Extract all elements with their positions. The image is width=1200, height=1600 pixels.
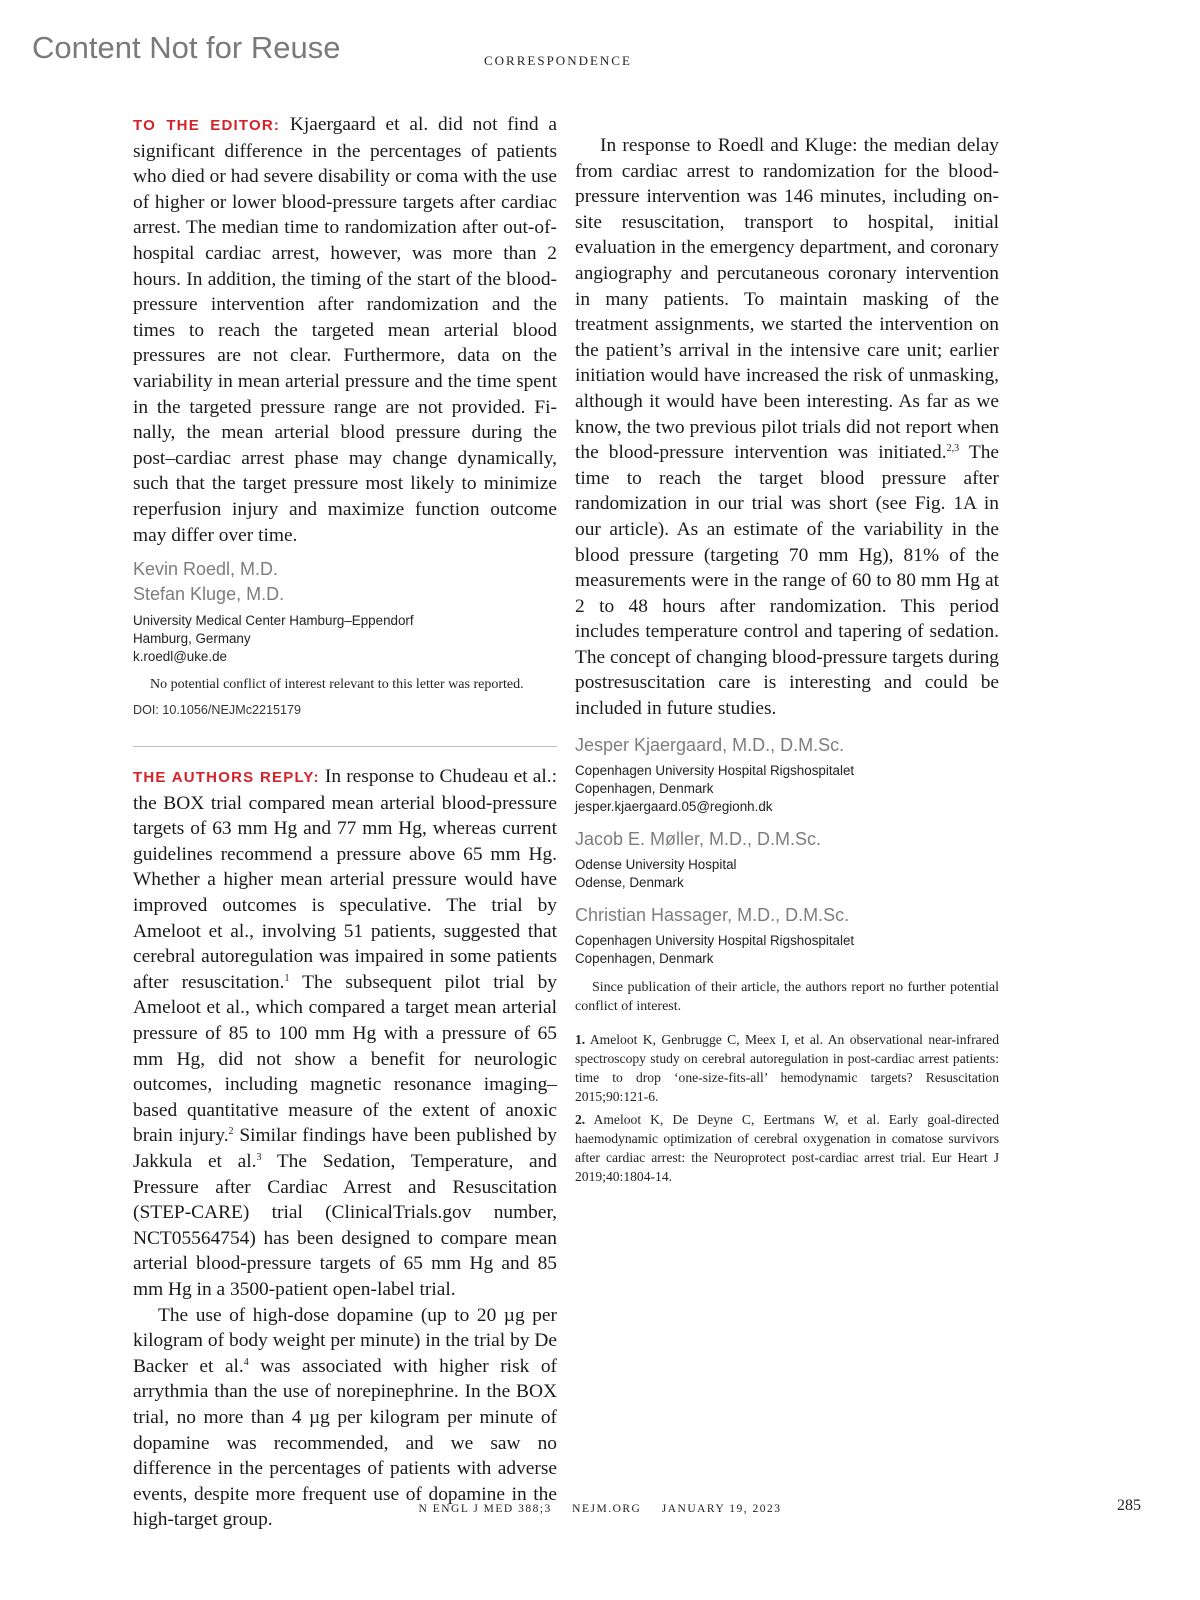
journal-site: NEJM.ORG [572,1503,642,1515]
letter-lead: TO THE EDITOR: [133,117,281,134]
reply-paragraph [133,764,557,1302]
citation: 4 [243,1356,249,1368]
affiliation-line: Odense University Hospital [575,856,737,872]
author-name: Kevin Roedl, M.D. [133,559,279,580]
reference-list [575,1030,999,1186]
reply-author-block [575,903,999,968]
section-label: CORRESPONDENCE [484,53,632,68]
reply-text: In response to Chudeau et al.: the BOX trial compared mean arterial blood-pressure targets of 63 mm Hg and 77 mm Hg, whereas current guidelines recommend a pressure above 65 mm Hg. Whether a higher mean arterial pressure would have improved outcomes is speculative. The trial by Ameloot et al., involving 51 patients, suggested that cerebral autoregulation was impaired in some patients after resuscitation. [133,766,557,993]
journal-citation: N ENGL J MED 388;3 [418,1503,552,1515]
reply-author-block [575,733,999,816]
reference-text: Ameloot K, Genbrugge C, Meex I, et al. An observational near-infrared spectroscopy study on cerebral autoregulation in post-cardiac arrest patients: time to drop ‘one-size-fits-all’ hemodynamic targets? Resuscitation 2015;90:121-6. [575,1031,999,1104]
citation: 2,3 [946,443,960,455]
author-name: Christian Hassager, M.D., D.M.Sc. [575,904,850,925]
reference-item [575,1030,999,1106]
author-affiliation [575,856,999,892]
citation: 2 [228,1126,234,1138]
left-column [133,112,557,1533]
section-divider [133,746,557,747]
letter-affiliation [133,612,557,666]
reply-text: was associated with higher risk of arrythmia than the use of norepinephrine. In the BOX trial, no more than 4 µg per kilogram per minute of dopamine was recommended, and we saw no difference in the percentages of patients with adverse events, despite more frequent use of dopamine in the high-target group. [133,1355,557,1531]
affiliation-line: Copenhagen University Hospital Rigshospitalet [575,932,855,948]
affiliation-line: Copenhagen, Denmark [575,780,714,796]
reply-disclosure: Since publication of their article, the authors report no further potential conflict of interest. [575,979,999,1014]
citation: 3 [256,1152,262,1163]
reply-lead: THE AUTHORS REPLY: [133,769,320,787]
author-email: k.roedl@uke.de [133,649,227,665]
letter-text: Kjaergaard et al. did not find a significant difference in the percentages of patients who died or had severe disability or coma with the use of higher or lower blood-pressure targets after cardiac arrest. The median time to randomization after out-of-hospital cardiac arrest, however, was more than 2 hours. In addition, the timing of the start of the blood-pressure intervention after randomization and the times to reach the targeted mean arterial blood pressures are not clear. Furthermore, data on the variability in mean arterial pressure and the time spent in the targeted pressure range are not provided. Finally, the mean arterial blood pressure during the post–cardiac arrest phase may change dynamically, such that the target pressure most likely to minimize reperfusion injury and maximize function outcome may differ over time. [133,114,557,546]
affiliation-line: Copenhagen, Denmark [575,950,714,966]
right-column [575,133,999,1186]
reference-item [575,1110,999,1186]
reference-text: Ameloot K, De Deyne C, Eertmans W, et al. Early goal-directed haemodynamic optimization of cerebral oxygenation in comatose survivors after cardiac arrest: the Neuroprotect post-cardiac arrest trial. Eur Heart J 2019;40:1804-14. [575,1111,999,1184]
author-affiliation [575,762,999,816]
citation: 1 [284,972,290,984]
letter-signatures [133,557,557,607]
reply-paragraph-3 [575,133,999,722]
reply-paragraph-2 [133,1303,557,1533]
reference-number: 2. [575,1111,586,1127]
reference-number: 1. [575,1031,586,1047]
issue-date: JANUARY 19, 2023 [661,1503,782,1515]
reply-text: The use of high-dose dopamine (up to 20 µg per kilogram of body weight per minute) in the trial by De Backer et al. [133,1304,557,1377]
reply-text: The subsequent pilot trial by Ameloot et al., which compared a target mean arterial pressure of 85 to 100 mm Hg with a pressure of 65 mm Hg, did not show a benefit for neurologic outcomes, including magnetic resonance imaging–based quantitative measure of the extent of anoxic brain injury. [133,971,557,1147]
page-footer [0,1503,1200,1515]
reply-text: The time to reach the target blood pressure after randomization in our trial was short (see Fig. 1A in our article). As an estimate of the variability in the blood pressure (targeting 70 mm Hg), 81% of the measurements were in the range of 60 to 80 mm Hg at 2 to 48 hours after randomization. This period includes temperature control and tapering of sedation. The concept of changing blood-pressure targets during postresuscitation care is interesting and could be included in future studies. [575,442,999,720]
letter-disclosure: No potential conflict of interest relevant to this letter was reported. [150,677,524,693]
page-number: 285 [1117,1497,1141,1514]
author-name: Jacob E. Møller, M.D., D.M.Sc. [575,828,822,849]
author-email: jesper.kjaergaard.05@regionh.dk [575,798,773,814]
letter-paragraph [133,112,557,548]
author-name: Stefan Kluge, M.D. [133,584,285,605]
reply-text: The Sedation, Temperature, and Pressure after Cardiac Arrest and Resuscitation (STEP-CARE) trial (ClinicalTrials.gov number, NCT05564754) has been designed to compare mean arterial blood-pressure targets of 65 mm Hg and 85 mm Hg in a 3500-patient open-label trial. [133,1151,557,1300]
doi: DOI: 10.1056/NEJMc2215179 [133,703,302,718]
affiliation-line: Hamburg, Germany [133,631,251,647]
affiliation-line: Odense, Denmark [575,874,684,890]
reply-text: In response to Roedl and Kluge: the median delay from cardiac arrest to randomization for the blood-pressure intervention was 146 minutes, including on-site resuscitation, transport to hospital, initial evaluation in the emergency department, and coronary angiography and percutaneous coronary intervention in many patients. To maintain masking of the treatment assignments, we started the intervention on the patient’s arrival in the intensive care unit; earlier initiation would have increased the risk of unmasking, although it would have been interesting. As far as we know, the two previous pilot trials did not report when the blood-pressure intervention was initiated. [575,135,999,464]
watermark: Content Not for Reuse [32,30,341,65]
affiliation-line: Copenhagen University Hospital Rigshospitalet [575,762,855,778]
author-name: Jesper Kjaergaard, M.D., D.M.Sc. [575,734,845,755]
reply-text: Similar findings have been published by Jakkula et al. [133,1125,557,1172]
affiliation-line: University Medical Center Hamburg–Eppendorf [133,613,414,629]
author-affiliation [575,932,999,968]
reply-author-block [575,827,999,892]
